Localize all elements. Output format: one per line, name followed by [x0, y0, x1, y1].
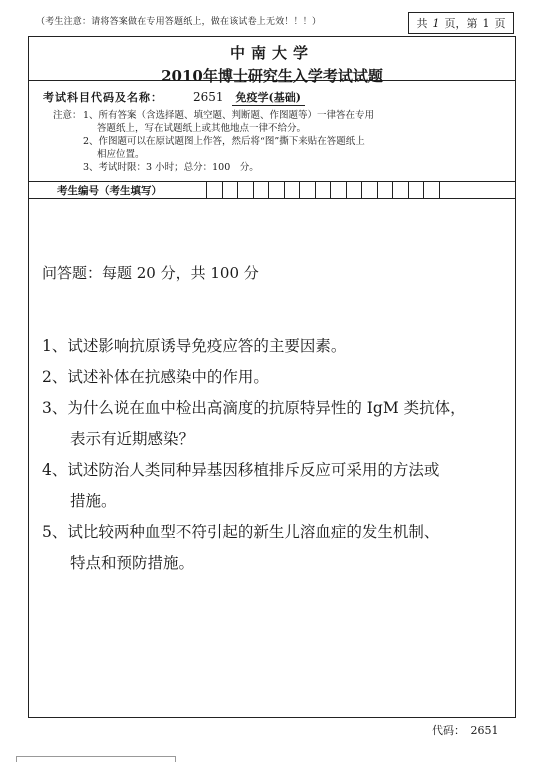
subject-row	[43, 89, 305, 106]
question-3	[42, 393, 512, 455]
note-1-line-2: 答题纸上，写在试题纸上或其他地点一律不给分。	[97, 123, 307, 134]
candidate-id-cell	[300, 182, 316, 198]
exam-header	[29, 37, 515, 85]
top-notice: （考生注意：请将答案做在专用答题纸上，做在该试卷上无效！！！）	[36, 17, 322, 27]
question-5-line-2: 特点和预防措施。	[70, 554, 195, 572]
question-5	[42, 517, 512, 579]
candidate-id-cell	[254, 182, 270, 198]
page-suffix: 页	[494, 17, 506, 30]
question-2-line-1: 2、试述补体在抗感染中的作用。	[42, 368, 269, 386]
question-1	[42, 331, 512, 362]
question-4-line-1: 4、试述防治人类同种异基因移植排斥反应可采用的方法或	[42, 461, 440, 479]
exam-sheet	[28, 36, 516, 718]
candidate-id-cell	[331, 182, 347, 198]
question-4	[42, 455, 512, 517]
page-indicator	[408, 12, 514, 34]
candidate-id-cell	[223, 182, 239, 198]
notes-head: 注意：	[53, 110, 82, 121]
candidate-id-row	[29, 181, 515, 199]
note-1-line-1: 1、所有答案（含选择题、填空题、判断题、作图题等）一律答在专用	[83, 110, 375, 121]
candidate-id-cell	[424, 182, 440, 198]
question-3-line-1: 3、为什么说在血中检出高滴度的抗原特异性的 IgM 类抗体，	[42, 399, 466, 417]
page-middle: 页，第	[444, 17, 478, 30]
note-2-line-2: 相应位置。	[97, 149, 145, 160]
candidate-id-label: 考生编号（考生填写）	[29, 182, 207, 198]
page-current: 1	[482, 16, 490, 30]
stamp-edge	[16, 756, 176, 762]
candidate-id-cell	[285, 182, 301, 198]
question-5-line-1: 5、试比较两种血型不符引起的新生儿溶血症的发生机制、	[42, 523, 440, 541]
section-heading: 问答题：每题 20 分，共 100 分	[42, 264, 259, 282]
candidate-id-cell	[378, 182, 394, 198]
question-2	[42, 362, 512, 393]
candidate-id-cells	[207, 182, 515, 198]
candidate-id-cell	[238, 182, 254, 198]
question-list	[42, 331, 512, 579]
page-total: 1	[432, 16, 440, 30]
candidate-id-cell	[409, 182, 425, 198]
exam-title: 2010年博士研究生入学考试试题	[161, 67, 383, 85]
candidate-id-cell	[316, 182, 332, 198]
note-item-1	[53, 109, 493, 122]
note-3: 3、考试时限：3 小时；总分：100 分。	[83, 162, 259, 173]
subject-label: 考试科目代码及名称：	[43, 91, 163, 104]
candidate-id-cell	[269, 182, 285, 198]
footer-code: 代码： 2651	[432, 724, 499, 737]
question-3-line-2: 表示有近期感染？	[70, 430, 195, 448]
candidate-id-cell	[393, 182, 409, 198]
question-1-line-1: 1、试述影响抗原诱导免疫应答的主要因素。	[42, 337, 347, 355]
subject-code: 2651	[193, 90, 224, 104]
candidate-id-cell	[347, 182, 363, 198]
university-name: 中南大学	[229, 44, 314, 62]
note-2-line-1: 2、作图题可以在原试题图上作答，然后将“图”撕下来贴在答题纸上	[83, 136, 365, 147]
question-4-line-2: 措施。	[70, 492, 117, 510]
subject-name: 免疫学(基础)	[232, 89, 305, 106]
page-prefix: 共	[416, 17, 428, 30]
candidate-id-cell	[362, 182, 378, 198]
exam-notes	[53, 109, 493, 174]
candidate-id-cell	[207, 182, 223, 198]
